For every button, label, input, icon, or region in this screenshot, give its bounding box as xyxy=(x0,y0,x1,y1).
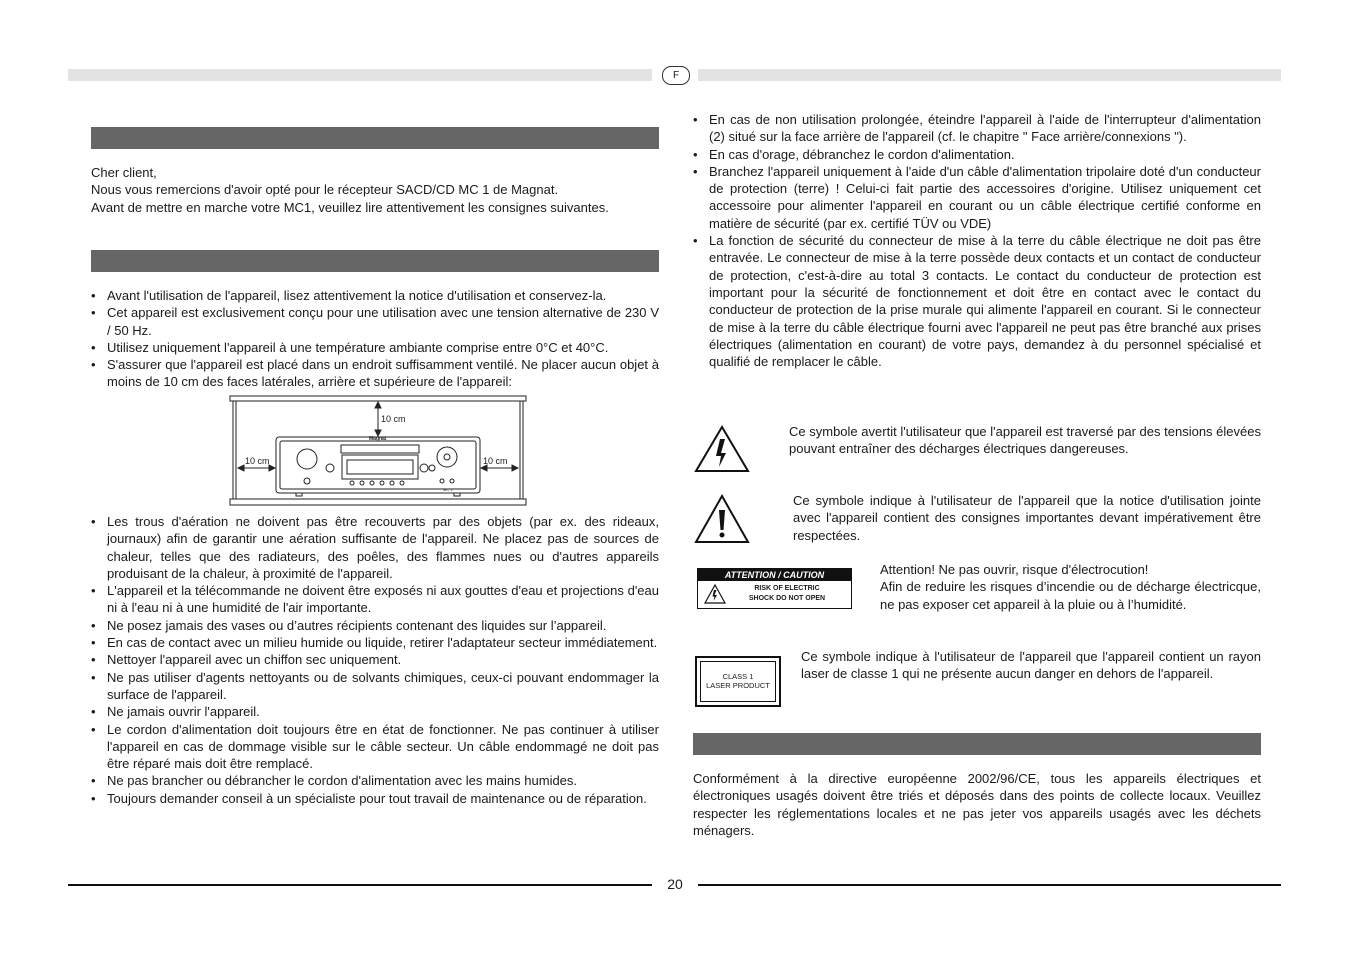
laser-label-line2: LASER PRODUCT xyxy=(706,681,770,690)
caution-text-line2: Afin de reduire les risques d’incendie ou de décharge électricque, ne pas exposer cet appareil à la pluie ou à l’humidité. xyxy=(880,579,1261,612)
list-item: • En cas d'orage, débranchez le cordon d'alimentation. xyxy=(693,146,1261,163)
safety-list-1 xyxy=(91,287,659,391)
list-item: • En cas de non utilisation prolongée, éteindre l'appareil à l'aide de l'interrupteur d'alimentation (2) situé sur la face arrière de l'appareil (cf. le chapitre " Face arrière/connexions "). xyxy=(693,111,1261,146)
list-item: • La fonction de sécurité du connecteur de mise à la terre du câble électrique ne doit pas être entravée. Le connecteur de mise à la terre possède deux contacts et un contact de conducteur de protection, c'est-à-dire au total 3 contacts. Le contact du conducteur de protection est important pour la sécurité de fonctionnement et doit être en contact avec le contact du conducteur de protection de la prise murale qui alimente l'appareil en courant. Si le connecteur de mise à la terre du câble électrique fourni avec l'appareil ne peut pas être branché aux prises électriques (alimentation en courant) de votre pays, demandez à du personnel spécialisé et qualifié de remplacer le câble. xyxy=(693,232,1261,370)
list-item: • Toujours demander conseil à un spécialiste pour tout travail de maintenance ou de réparation. xyxy=(91,790,659,807)
intro-thanks: Nous vous remercions d'avoir opté pour le récepteur SACD/CD MC 1 de Magnat. xyxy=(91,182,559,198)
safety-list-2 xyxy=(91,513,659,807)
section-bar-safety xyxy=(91,250,659,272)
caution-label xyxy=(697,568,852,609)
footer-line-left xyxy=(68,884,652,886)
page-number: 20 xyxy=(667,876,683,892)
diagram-top-label: 10 cm xyxy=(381,414,406,424)
right-bullet-list xyxy=(693,111,1261,370)
list-item: • Ne pas brancher ou débrancher le cordon d'alimentation avec les mains humides. xyxy=(91,772,659,789)
laser-symbol-text: Ce symbole indique à l'utilisateur de l'appareil que l'appareil contient un rayon laser de classe 1 qui ne présente aucun danger en dehors de l'appareil. xyxy=(801,649,1261,682)
section-bar-disposal xyxy=(693,733,1261,755)
header-bar-left xyxy=(68,69,652,81)
manual-symbol-text: Ce symbole indique à l'utilisateur de l'appareil que la notice d'utilisation jointe avec l'appareil contient des consignes importantes devant impérativement être respectées. xyxy=(793,493,1261,543)
diagram-brand-logo: Magnat xyxy=(369,436,387,442)
diagram-left-label: 10 cm xyxy=(245,456,270,466)
ventilation-diagram xyxy=(229,395,527,507)
list-item: • Ne pas utiliser d'agents nettoyants ou de solvants chimiques, ceux-ci pouvant endommager la surface de l'appareil. xyxy=(91,669,659,704)
list-item: • Avant l'utilisation de l'appareil, lisez attentivement la notice d'utilisation et conservez-la. xyxy=(91,287,659,304)
laser-label-line1: CLASS 1 xyxy=(722,672,754,681)
list-item: • Nettoyer l'appareil avec un chiffon sec uniquement. xyxy=(91,651,659,668)
list-item: • Utilisez uniquement l'appareil à une température ambiante comprise entre 0°C et 40°C. xyxy=(91,339,659,356)
section-bar-welcome xyxy=(91,127,659,149)
caution-label-title: ATTENTION / CAUTION xyxy=(698,569,851,581)
list-item: • L'appareil et la télécommande ne doivent être exposés ni aux gouttes d'eau et projections d'eau ni à l'eau ni à une humidité de l'air importante. xyxy=(91,582,659,617)
list-item: • Ne posez jamais des vases ou d’autres récipients contenant des liquides sur l’appareil. xyxy=(91,617,659,634)
list-item: • Ne jamais ouvrir l'appareil. xyxy=(91,703,659,720)
caution-text xyxy=(880,561,1261,613)
diagram-model-label: MC 1 xyxy=(443,487,453,492)
laser-product-label xyxy=(695,656,781,707)
list-item: • Branchez l'appareil uniquement à l'aide d'un câble d'alimentation tripolaire doté d'un conducteur de protection (terre) ! Celui-ci fait partie des accessoires d'origine. Utilisez uniquement cet accessoire pour alimenter l'appareil en courant ou un câble électrique certifié conforme en matière de sécurité (par ex. certifié TÜV ou VDE) xyxy=(693,163,1261,232)
intro-greeting: Cher client, xyxy=(91,165,157,180)
intro-text xyxy=(91,164,671,216)
voltage-symbol-text: Ce symbole avertit l'utilisateur que l'appareil est traversé par des tensions élevées pouvant entraîner des décharges électriques dangereuses. xyxy=(789,424,1261,457)
language-badge: F xyxy=(662,66,690,85)
caution-label-icon xyxy=(704,584,726,604)
caution-label-line1: RISK OF ELECTRIC xyxy=(754,585,820,592)
list-item: • Le cordon d'alimentation doit toujours être en état de fonctionner. Ne pas continuer à utiliser l'appareil en cas de dommage visible sur le câble secteur. Un câble endommagé ne doit pas être réparé mais doit être remplacé. xyxy=(91,721,659,773)
list-item: • Les trous d'aération ne doivent pas être recouverts par des objets (par ex. des rideaux, journaux) afin de garantir une aération suffisante de l'appareil. Ne placez pas de sources de chaleur, telles que des radiateurs, des poêles, des flammes nues ou d'autres appareils produisant de la chaleur, à proximité de l'appareil. xyxy=(91,513,659,582)
diagram-right-label: 10 cm xyxy=(483,456,508,466)
disposal-text: Conformément à la directive européenne 2002/96/CE, tous les appareils électriques et électroniques usagés doivent être triés et déposés dans des points de collecte locaux. Veuillez respecter les réglementations locales et ne pas jeter vos appareils usagés avec les déchets ménagers. xyxy=(693,771,1261,838)
list-item: • S'assurer que l'appareil est placé dans un endroit suffisamment ventilé. Ne placer aucun objet à moins de 10 cm des faces latérales, arrière et supérieure de l'appareil: xyxy=(91,356,659,391)
list-item: • En cas de contact avec un milieu humide ou liquide, retirer l'adaptateur secteur immédiatement. xyxy=(91,634,659,651)
lightning-warning-icon xyxy=(694,425,750,473)
exclamation-warning-icon xyxy=(694,494,750,544)
header-bar-right xyxy=(698,69,1281,81)
list-item: • Cet appareil est exclusivement conçu pour une utilisation avec une tension alternative de 230 V / 50 Hz. xyxy=(91,304,659,339)
caution-text-line1: Attention! Ne pas ouvrir, risque d'électrocution! xyxy=(880,562,1149,577)
intro-instruction: Avant de mettre en marche votre MC1, veuillez lire attentivement les consignes suivantes. xyxy=(91,199,609,215)
footer-line-right xyxy=(698,884,1281,886)
caution-label-line2: SHOCK DO NOT OPEN xyxy=(748,595,826,602)
